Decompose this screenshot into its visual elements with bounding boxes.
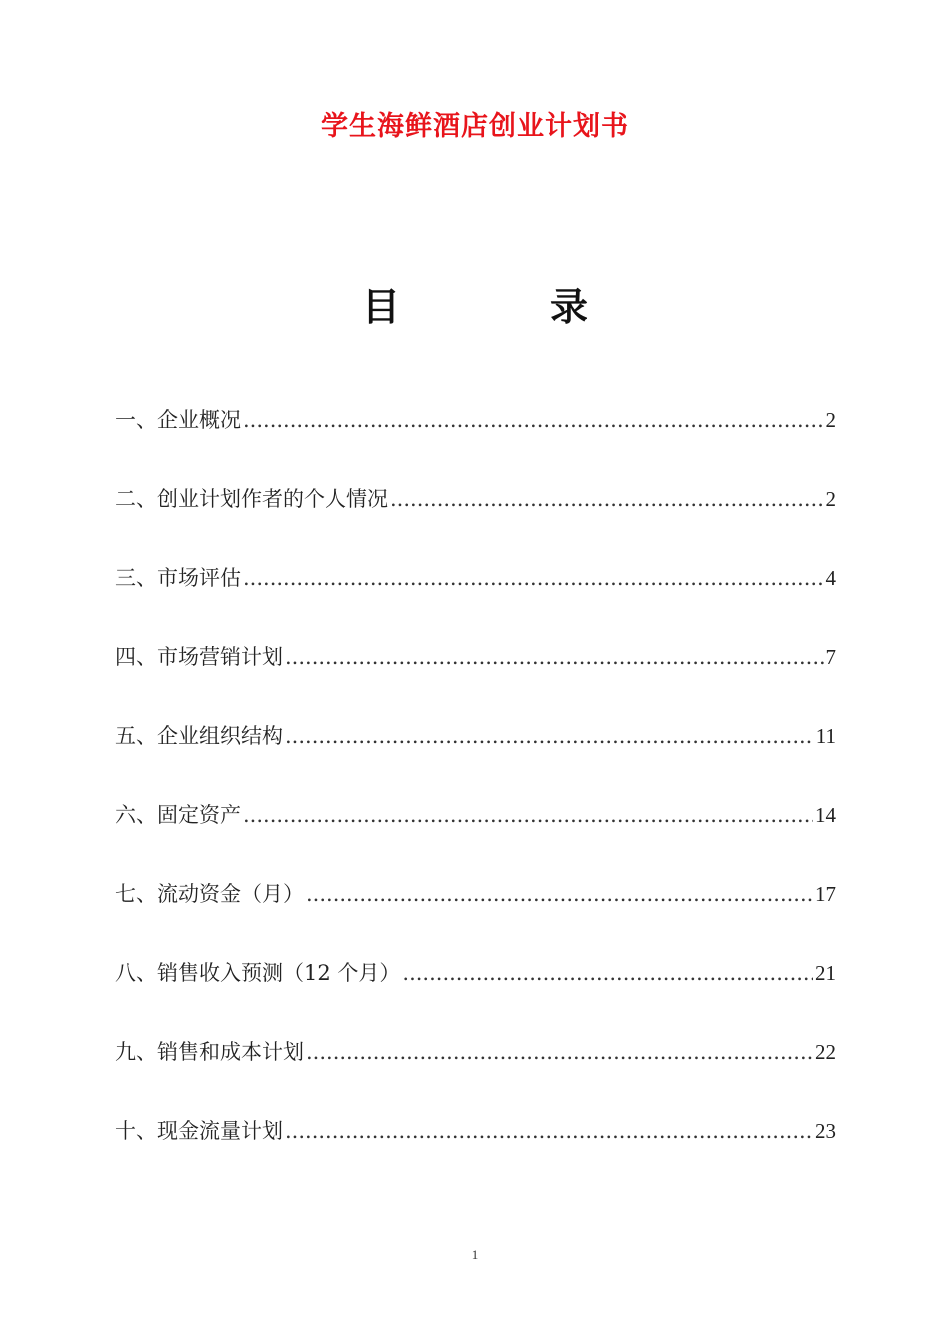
toc-entry-page: 14 — [815, 803, 836, 827]
toc-entry-page: 2 — [825, 487, 836, 511]
toc-leader-dots — [285, 724, 814, 748]
toc-leader-dots — [306, 882, 813, 906]
toc-leader-dots — [243, 408, 824, 432]
toc-entry-page: 23 — [815, 1119, 836, 1143]
toc-entry-label: 五、企业组织结构 — [115, 724, 283, 748]
toc-entry-8[interactable] — [115, 957, 836, 1036]
toc-entry-page: 7 — [825, 645, 836, 669]
toc-entry-label: 八、销售收入预测（12 个月） — [115, 961, 401, 985]
toc-entry-label: 六、固定资产 — [115, 803, 241, 827]
toc-entry-label: 二、创业计划作者的个人情况 — [115, 487, 388, 511]
toc-entry-7[interactable] — [115, 878, 836, 957]
footer-page-number: 1 — [471, 1247, 479, 1262]
toc-entry-page: 22 — [815, 1040, 836, 1064]
toc-entry-page: 2 — [825, 408, 836, 432]
toc-entry-10[interactable] — [115, 1115, 836, 1194]
toc-entry-label: 九、销售和成本计划 — [115, 1040, 304, 1064]
toc-leader-dots — [402, 961, 813, 985]
toc-leader-dots — [285, 1119, 813, 1143]
toc-heading: 目 录 — [361, 284, 644, 329]
toc-entry-4[interactable] — [115, 641, 836, 720]
toc-leader-dots — [243, 803, 813, 827]
table-of-contents — [115, 404, 836, 1194]
toc-entry-page: 11 — [815, 724, 836, 748]
toc-entry-6[interactable] — [115, 799, 836, 878]
toc-leader-dots — [285, 645, 824, 669]
toc-leader-dots — [390, 487, 824, 511]
document-title: 学生海鲜酒店创业计划书 — [321, 111, 629, 142]
toc-entry-label: 三、市场评估 — [115, 566, 241, 590]
toc-entry-label: 七、流动资金（月） — [115, 882, 304, 906]
toc-entry-label: 一、企业概况 — [115, 408, 241, 432]
toc-entry-page: 21 — [815, 961, 836, 985]
toc-entry-label: 四、市场营销计划 — [115, 645, 283, 669]
toc-entry-2[interactable] — [115, 483, 836, 562]
toc-leader-dots — [306, 1040, 813, 1064]
toc-entry-1[interactable] — [115, 404, 836, 483]
toc-leader-dots — [243, 566, 824, 590]
toc-entry-page: 4 — [825, 566, 836, 590]
toc-entry-9[interactable] — [115, 1036, 836, 1115]
toc-entry-label: 十、现金流量计划 — [115, 1119, 283, 1143]
toc-entry-page: 17 — [815, 882, 836, 906]
toc-entry-3[interactable] — [115, 562, 836, 641]
toc-entry-5[interactable] — [115, 720, 836, 799]
